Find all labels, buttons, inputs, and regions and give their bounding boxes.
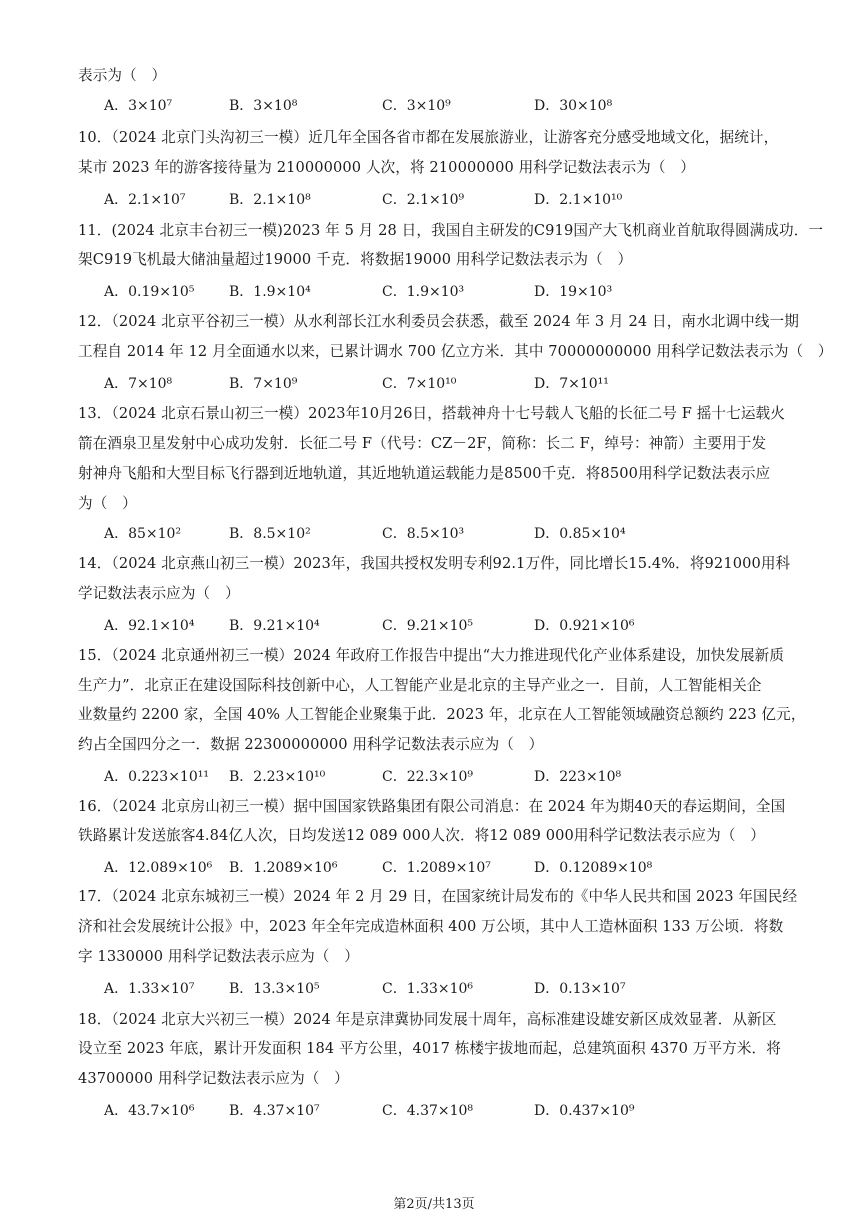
option-d: D．0.437×10⁹ <box>534 1103 635 1119</box>
question-10-line-2: 某市 2023 年的游客接待量为 210000000 人次，将 210000000 用科学记数法表示为（ ） <box>78 159 695 176</box>
option-b: B．4.37×10⁷ <box>229 1103 320 1119</box>
question-14-options <box>104 616 824 636</box>
question-15-line-2: 生产力”．北京正在建设国际科技创新中心，人工智能产业是北京的主导产业之一．目前，人工智能相关企 <box>78 677 762 694</box>
question-14-line-1: 14．（2024 北京燕山初三一模）2023年，我国共授权发明专利92.1万件，同比增长15.4%．将921000用科 <box>78 555 791 572</box>
option-c: C．1.33×10⁶ <box>382 981 474 997</box>
question-13-line-1: 13．（2024 北京石景山初三一模）2023年10月26日，搭载神舟十七号载人飞船的长征二号 F 摇十七运载火 <box>78 405 785 422</box>
option-d: D．2.1×10¹⁰ <box>534 192 623 208</box>
question-16-line-2: 铁路累计发送旅客4.84亿人次，日均发送12 089 000人次．将12 089 000用科学记数法表示应为（ ） <box>78 827 765 844</box>
question-13-line-2: 箭在酒泉卫星发射中心成功发射．长征二号 F（代号：CZ－2F，简称：长二 F，绰号：神箭）主要用于发 <box>78 435 767 452</box>
question-17-line-2: 济和社会发展统计公报》中，2023 年全年完成造林面积 400 万公顷，其中人工造林面积 133 万公顷．将数 <box>78 918 784 935</box>
question-10-options <box>104 190 824 210</box>
option-d: D．0.921×10⁶ <box>534 618 635 634</box>
question-17-line-3: 字 1330000 用科学记数法表示应为（ ） <box>78 948 359 965</box>
option-c: C．22.3×10⁹ <box>382 769 474 785</box>
question-9-continuation: 表示为（ ） <box>78 67 167 84</box>
question-18-line-1: 18．（2024 北京大兴初三一模）2024 年是京津冀协同发展十周年，高标准建设雄安新区成效显著．从新区 <box>78 1011 777 1028</box>
option-d: D．0.85×10⁴ <box>534 526 626 542</box>
question-16-options <box>104 858 824 878</box>
option-a: A．3×10⁷ <box>104 98 173 114</box>
question-15-options <box>104 767 824 787</box>
option-a: A．85×10² <box>104 526 182 542</box>
question-14-line-2: 学记数法表示应为（ ） <box>78 585 240 602</box>
question-15-line-4: 约占全国四分之一．数据 22300000000 用科学记数法表示应为（ ） <box>78 736 544 753</box>
option-a: A．0.223×10¹¹ <box>104 769 209 785</box>
question-11-line-1: 11．(2024 北京丰台初三一模)2023 年 5 月 28 日，我国自主研发的C919国产大飞机商业首航取得圆满成功．一 <box>78 222 824 239</box>
question-18-line-2: 设立至 2023 年底，累计开发面积 184 平方公里，4017 栋楼宇拔地而起，总建筑面积 4370 万平方米．将 <box>78 1040 781 1057</box>
question-18-line-3: 43700000 用科学记数法表示应为（ ） <box>78 1070 349 1087</box>
question-15-line-3: 业数量约 2200 家，全国 40% 人工智能企业聚集于此．2023 年，北京在人工智能领域融资总额约 223 亿元， <box>78 706 806 723</box>
question-12-options <box>104 374 824 394</box>
option-a: A．43.7×10⁶ <box>104 1103 195 1119</box>
option-a: A．0.19×10⁵ <box>104 284 195 300</box>
question-9-options <box>104 96 824 116</box>
option-b: B．8.5×10² <box>229 526 311 542</box>
question-10-line-1: 10．（2024 北京门头沟初三一模）近几年全国各省市都在发展旅游业，让游客充分感受地域文化，据统计， <box>78 129 779 146</box>
option-c: C．1.9×10³ <box>382 284 465 300</box>
option-c: C．8.5×10³ <box>382 526 465 542</box>
option-a: A．1.33×10⁷ <box>104 981 195 997</box>
question-13-line-3: 射神舟飞船和大型目标飞行器到近地轨道，其近地轨道运载能力是8500千克．将8500用科学记数法表示应 <box>78 465 771 482</box>
option-b: B．3×10⁸ <box>229 98 298 114</box>
option-b: B．1.2089×10⁶ <box>229 860 338 876</box>
option-d: D．0.12089×10⁸ <box>534 860 653 876</box>
question-13-options <box>104 524 824 544</box>
option-c: C．1.2089×10⁷ <box>382 860 491 876</box>
option-d: D．30×10⁸ <box>534 98 613 114</box>
option-c: C．7×10¹⁰ <box>382 376 457 392</box>
question-16-line-1: 16．（2024 北京房山初三一模）据中国国家铁路集团有限公司消息：在 2024 年为期40天的春运期间，全国 <box>78 798 786 815</box>
option-c: C．4.37×10⁸ <box>382 1103 474 1119</box>
option-b: B．7×10⁹ <box>229 376 298 392</box>
question-13-line-4: 为（ ） <box>78 495 137 512</box>
option-a: A．12.089×10⁶ <box>104 860 213 876</box>
option-d: D．0.13×10⁷ <box>534 981 626 997</box>
option-c: C．9.21×10⁵ <box>382 618 474 634</box>
option-d: D．7×10¹¹ <box>534 376 609 392</box>
option-b: B．13.3×10⁵ <box>229 981 320 997</box>
question-18-options <box>104 1101 824 1121</box>
option-d: D．223×10⁸ <box>534 769 622 785</box>
question-12-line-1: 12．（2024 北京平谷初三一模）从水利部长江水利委员会获悉，截至 2024 年 3 月 24 日，南水北调中线一期 <box>78 313 799 330</box>
option-d: D．19×10³ <box>534 284 613 300</box>
option-c: C．2.1×10⁹ <box>382 192 465 208</box>
question-11-options <box>104 282 824 302</box>
option-b: B．2.23×10¹⁰ <box>229 769 326 785</box>
option-a: A．2.1×10⁷ <box>104 192 186 208</box>
option-a: A．7×10⁸ <box>104 376 173 392</box>
question-12-line-2: 工程自 2014 年 12 月全面通水以来，已累计调水 700 亿立方米．其中 70000000000 用科学记数法表示为（ ） <box>78 343 833 360</box>
page-number-footer: 第2页/共13页 <box>393 1197 475 1212</box>
option-a: A．92.1×10⁴ <box>104 618 195 634</box>
question-11-line-2: 架C919飞机最大储油量超过19000 千克．将数据19000 用科学记数法表示为（ ） <box>78 251 633 268</box>
question-15-line-1: 15．（2024 北京通州初三一模）2024 年政府工作报告中提出“大力推进现代化产业体系建设，加快发展新质 <box>78 647 785 664</box>
option-b: B．1.9×10⁴ <box>229 284 311 300</box>
option-b: B．2.1×10⁸ <box>229 192 311 208</box>
option-b: B．9.21×10⁴ <box>229 618 320 634</box>
option-c: C．3×10⁹ <box>382 98 451 114</box>
question-17-options <box>104 979 824 999</box>
question-17-line-1: 17．（2024 北京东城初三一模）2024 年 2 月 29 日，在国家统计局发布的《中华人民共和国 2023 年国民经 <box>78 888 798 905</box>
